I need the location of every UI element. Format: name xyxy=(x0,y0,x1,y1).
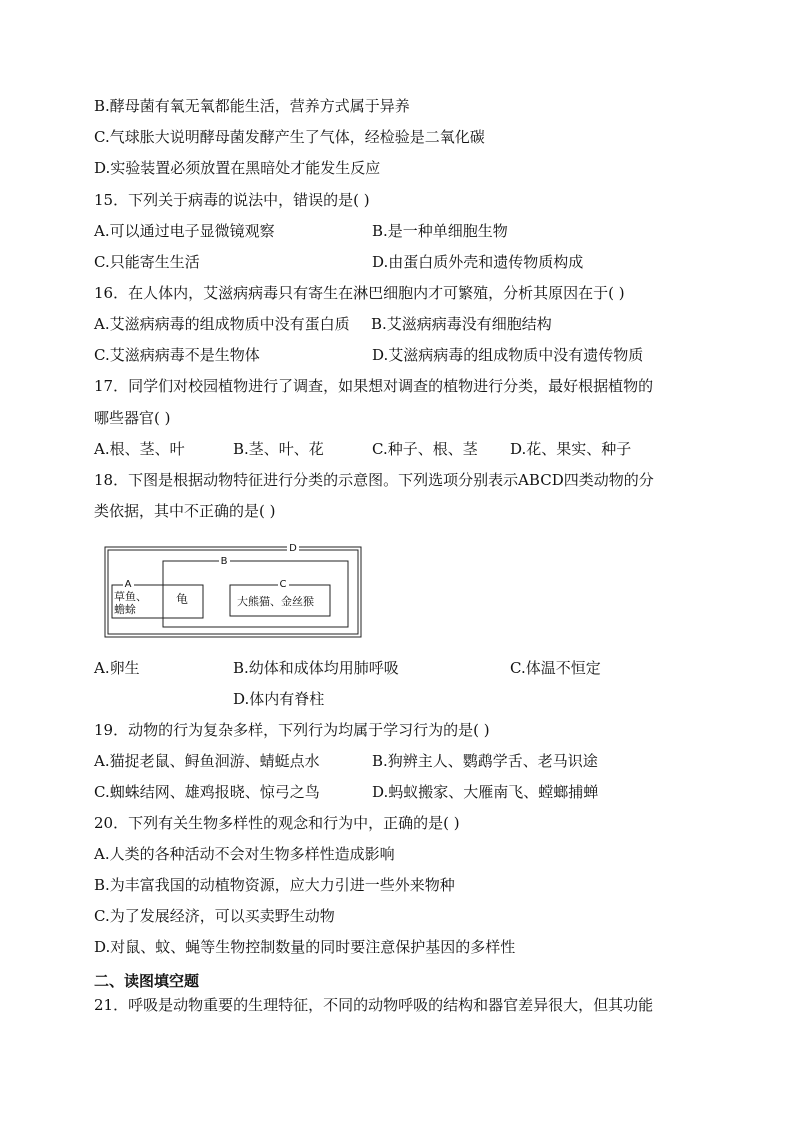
q16-option-d: D.艾滋病病毒的组成物质中没有遗传物质 xyxy=(372,346,644,364)
animal-panda-monkey: 大熊猫、金丝猴 xyxy=(237,595,314,608)
q20-stem: 20．下列有关生物多样性的观念和行为中，正确的是( ) xyxy=(94,814,460,832)
box-b xyxy=(163,561,348,627)
q14-option-c: C.气球胀大说明酵母菌发酵产生了气体，经检验是二氧化碳 xyxy=(94,128,485,146)
q20-option-d: D.对鼠、蚊、蝇等生物控制数量的同时要注意保护基因的多样性 xyxy=(94,938,516,956)
q16-option-c: C.艾滋病病毒不是生物体 xyxy=(94,346,260,364)
label-c: C xyxy=(279,579,287,590)
q17-stem-line2: 哪些器官( ) xyxy=(94,409,171,427)
label-a: A xyxy=(124,579,132,590)
q18-option-d: D.体内有脊柱 xyxy=(233,690,325,708)
q15-option-a: A.可以通过电子显微镜观察 xyxy=(94,222,275,240)
animal-grass-carp: 草鱼、 xyxy=(114,590,147,603)
q15-option-b: B.是一种单细胞生物 xyxy=(372,222,508,240)
q19-option-b: B.狗辨主人、鹦鹉学舌、老马识途 xyxy=(372,752,598,770)
q14-option-d: D.实验装置必须放置在黑暗处才能发生反应 xyxy=(94,159,381,177)
q16-option-a: A.艾滋病病毒的组成物质中没有蛋白质 xyxy=(94,315,350,333)
q20-option-c: C.为了发展经济，可以买卖野生动物 xyxy=(94,907,335,925)
q15-option-c: C.只能寄生生活 xyxy=(94,253,200,271)
q14-option-b: B.酵母菌有氧无氧都能生活，营养方式属于异养 xyxy=(94,97,410,115)
q19-option-a: A.猫捉老鼠、鲟鱼洄游、蜻蜓点水 xyxy=(94,752,320,770)
animal-toad: 蟾蜍 xyxy=(114,603,136,616)
q15-stem: 15．下列关于病毒的说法中，错误的是( ) xyxy=(94,191,370,209)
animal-turtle: 龟 xyxy=(176,592,189,606)
q19-option-c: C.蜘蛛结网、雄鸡报晓、惊弓之鸟 xyxy=(94,783,320,801)
section-heading: 二、读图填空题 xyxy=(94,972,200,990)
q21-stem: 21．呼吸是动物重要的生理特征，不同的动物呼吸的结构和器官差异很大，但其功能 xyxy=(94,996,654,1014)
label-b: B xyxy=(220,556,228,567)
q18-stem-line2: 类依据，其中不正确的是( ) xyxy=(94,502,276,520)
q20-option-b: B.为丰富我国的动植物资源，应大力引进一些外来物种 xyxy=(94,876,455,894)
q18-option-b: B.幼体和成体均用肺呼吸 xyxy=(233,659,399,677)
q19-stem: 19．动物的行为复杂多样，下列行为均属于学习行为的是( ) xyxy=(94,721,490,739)
q17-stem-line1: 17．同学们对校园植物进行了调查，如果想对调查的植物进行分类，最好根据植物的 xyxy=(94,377,654,395)
q18-stem-line1: 18．下图是根据动物特征进行分类的示意图。下列选项分别表示ABCD四类动物的分 xyxy=(94,471,654,489)
q19-option-d: D.蚂蚁搬家、大雁南飞、螳螂捕蝉 xyxy=(372,783,599,801)
q17-option-d: D.花、果实、种子 xyxy=(510,440,632,458)
q18-option-c: C.体温不恒定 xyxy=(510,659,601,677)
q20-option-a: A.人类的各种活动不会对生物多样性造成影响 xyxy=(94,845,395,863)
q16-option-b: B.艾滋病病毒没有细胞结构 xyxy=(371,315,552,333)
q17-option-b: B.茎、叶、花 xyxy=(233,440,324,458)
q17-option-a: A.根、茎、叶 xyxy=(94,440,185,458)
q17-option-c: C.种子、根、茎 xyxy=(372,440,478,458)
q15-option-d: D.由蛋白质外壳和遗传物质构成 xyxy=(372,253,584,271)
classification-diagram xyxy=(104,541,364,641)
label-d: D xyxy=(289,543,297,554)
q16-stem: 16．在人体内，艾滋病病毒只有寄生在淋巴细胞内才可繁殖，分析其原因在于( ) xyxy=(94,284,625,302)
q18-option-a: A.卵生 xyxy=(94,659,140,677)
